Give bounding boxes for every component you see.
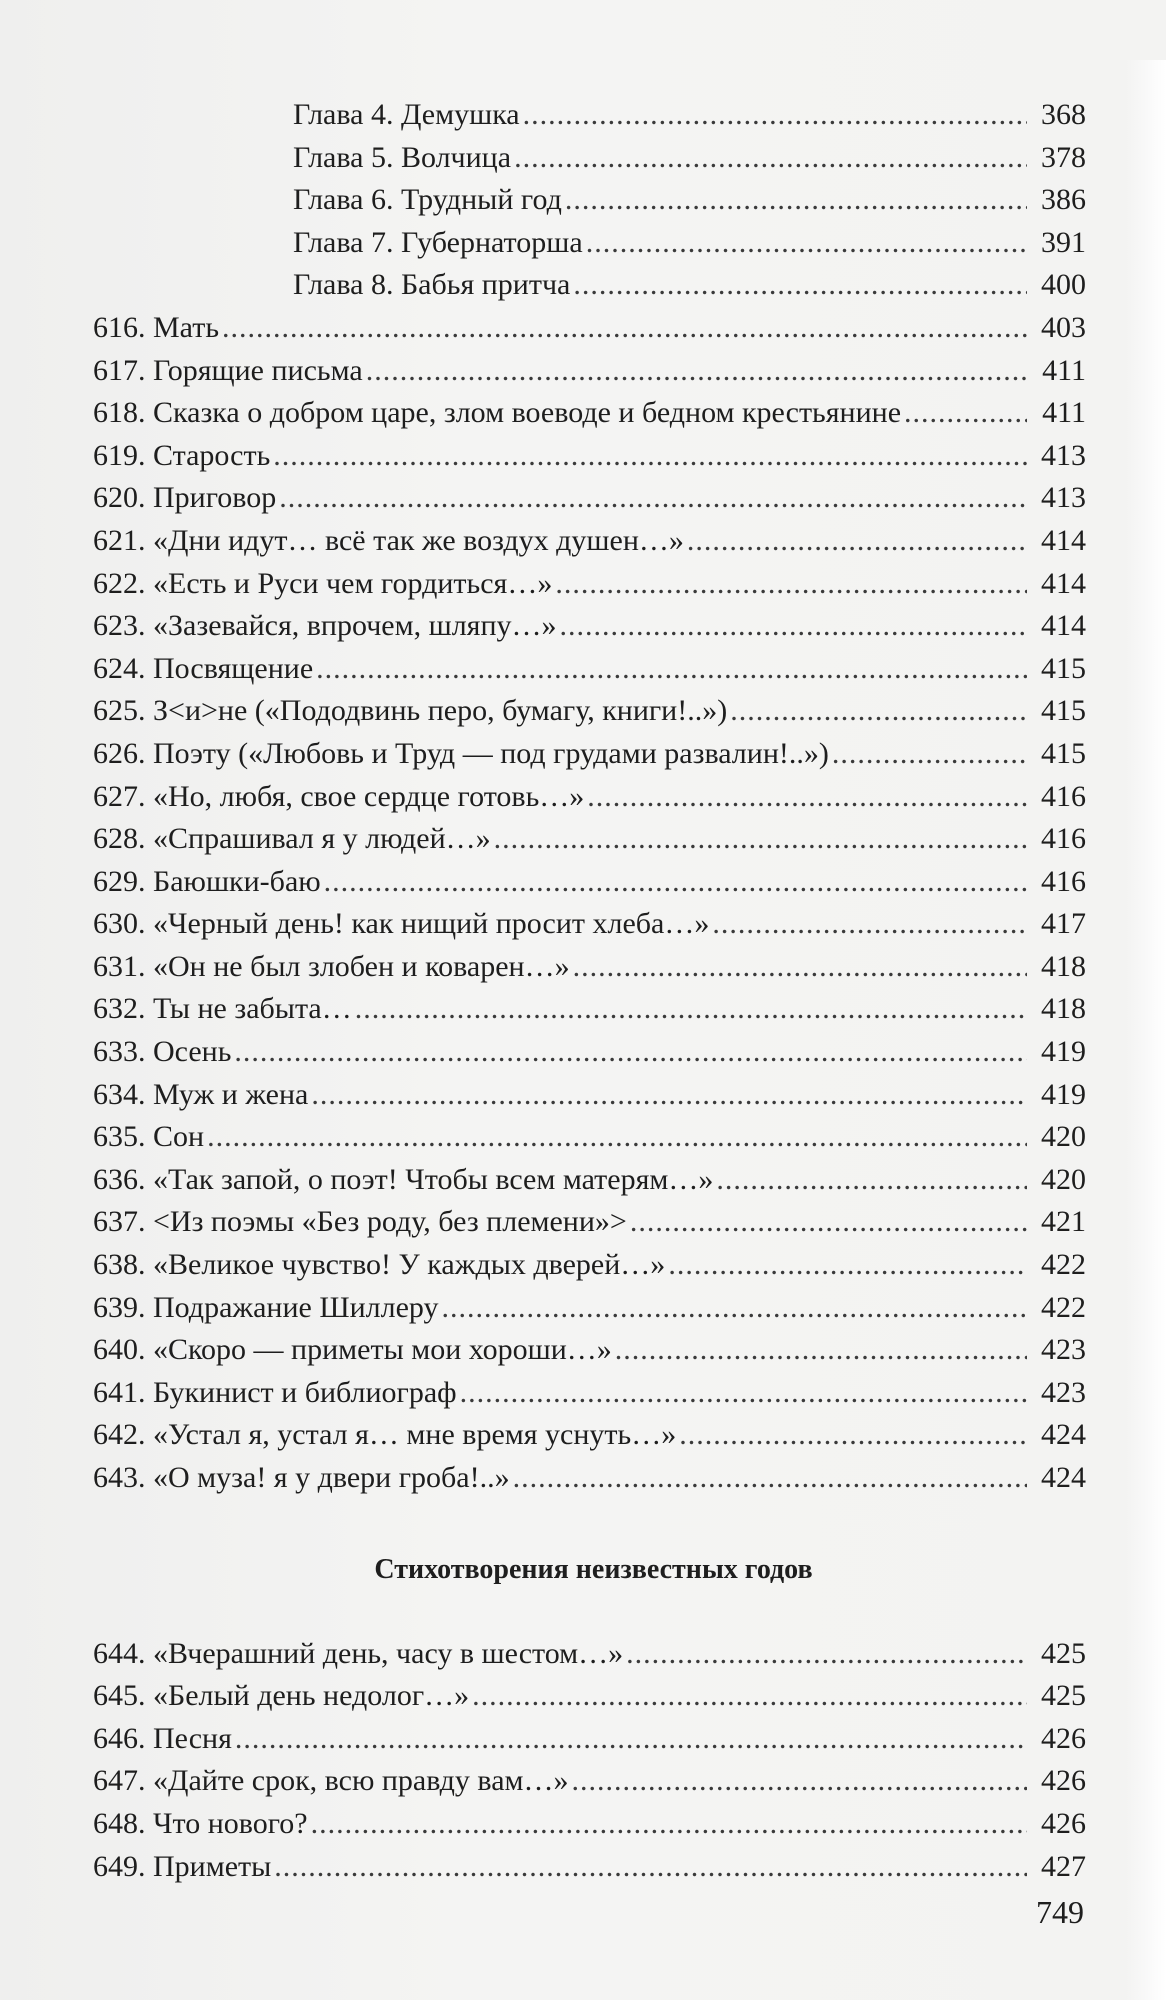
- toc-entry-page: 419: [1041, 1035, 1086, 1069]
- toc-list-top: [93, 94, 1086, 1500]
- toc-entry: [93, 1287, 1086, 1330]
- toc-entry-page: 418: [1041, 949, 1086, 983]
- dot-leader: [565, 179, 1027, 221]
- dot-leader: [279, 477, 1027, 519]
- toc-entry: [93, 520, 1086, 563]
- dot-leader: [712, 903, 1027, 945]
- toc-entry: [93, 1457, 1086, 1500]
- toc-entry: [93, 988, 1086, 1031]
- dot-leader: [207, 1116, 1027, 1158]
- toc-list-bottom: [93, 1633, 1086, 1889]
- toc-entry-page: 386: [1041, 183, 1086, 217]
- toc-chapter-entry: [93, 94, 1086, 137]
- toc-entry: [93, 477, 1086, 520]
- dot-leader: [573, 946, 1027, 988]
- toc-entry-title: 647. «Дайте срок, всю правду вам…»: [93, 1764, 569, 1798]
- toc-entry-page: 416: [1041, 822, 1086, 856]
- toc-entry-page: 416: [1041, 864, 1086, 898]
- toc-entry-page: 391: [1041, 225, 1086, 259]
- toc-entry: [93, 1031, 1086, 1074]
- toc-entry-page: 422: [1041, 1290, 1086, 1324]
- toc-entry: [93, 563, 1086, 606]
- toc-entry: [93, 1846, 1086, 1889]
- dot-leader: [716, 1159, 1027, 1201]
- dot-leader: [630, 1201, 1027, 1243]
- dot-leader: [324, 861, 1027, 903]
- toc-entry-title: 624. Посвящение: [93, 651, 314, 685]
- page-number: 749: [1036, 1894, 1084, 1930]
- toc-entry-title: 633. Осень: [93, 1035, 232, 1069]
- dot-leader: [587, 776, 1027, 818]
- toc-entry: [93, 1414, 1086, 1457]
- toc-entry-page: 416: [1041, 779, 1086, 813]
- toc-entry-page: 426: [1041, 1721, 1086, 1755]
- toc-entry-title: 636. «Так запой, о поэт! Чтобы всем матерям…»: [93, 1162, 714, 1196]
- dot-leader: [311, 1803, 1027, 1845]
- toc-entry-page: 420: [1041, 1120, 1086, 1154]
- dot-leader: [234, 1031, 1027, 1073]
- toc-entry-page: 411: [1042, 353, 1086, 387]
- toc-entry: [93, 1201, 1086, 1244]
- toc-entry-title: 632. Ты не забыта…: [93, 992, 352, 1026]
- toc-entry: [93, 946, 1086, 989]
- dot-leader: [273, 435, 1027, 477]
- toc-entry-title: 649. Приметы: [93, 1849, 272, 1883]
- toc-entry-page: 425: [1041, 1636, 1086, 1670]
- toc-entry-title: 625. З<и>не («Пододвинь перо, бумагу, книги!..»): [93, 694, 728, 728]
- toc-entry-title: 620. Приговор: [93, 481, 277, 515]
- toc-entry-page: 418: [1041, 992, 1086, 1026]
- toc-entry-page: 400: [1041, 268, 1086, 302]
- toc-entry-title: 621. «Дни идут… всё так же воздух душен…»: [93, 523, 684, 557]
- toc-entry-title: 639. Подражание Шиллеру: [93, 1290, 439, 1324]
- dot-leader: [555, 563, 1027, 605]
- toc-chapter-entry: [93, 137, 1086, 180]
- toc-entry-title: 627. «Но, любя, свое сердце готовь…»: [93, 779, 585, 813]
- dot-leader: [832, 733, 1027, 775]
- toc-entry-page: 403: [1041, 310, 1086, 344]
- dot-leader: [460, 1372, 1027, 1414]
- dot-leader: [730, 690, 1027, 732]
- toc-entry-page: 423: [1041, 1333, 1086, 1367]
- toc-entry-title: 646. Песня: [93, 1721, 232, 1755]
- dot-leader: [514, 137, 1027, 179]
- toc-entry-title: 629. Баюшки-баю: [93, 864, 321, 898]
- dot-leader: [513, 1457, 1027, 1499]
- toc-entry-page: 425: [1041, 1679, 1086, 1713]
- dot-leader: [904, 392, 1027, 434]
- dot-leader: [316, 648, 1027, 690]
- dot-leader: [442, 1287, 1027, 1329]
- toc-entry-page: 421: [1041, 1205, 1086, 1239]
- toc-entry-title: Глава 8. Бабья притча: [293, 268, 571, 302]
- toc-entry-page: 426: [1041, 1764, 1086, 1798]
- toc-entry-title: 641. Букинист и библиограф: [93, 1375, 457, 1409]
- toc-entry-title: 617. Горящие письма: [93, 353, 363, 387]
- toc-entry-title: 619. Старость: [93, 438, 271, 472]
- toc-entry-page: 414: [1041, 566, 1086, 600]
- toc-entry-title: 630. «Черный день! как нищий просит хлеба…»: [93, 907, 710, 941]
- toc-entry-title: 648. Что нового?: [93, 1806, 308, 1840]
- toc-entry-page: 423: [1041, 1375, 1086, 1409]
- page-edge-highlight: [1126, 60, 1166, 2000]
- toc-entry-page: 415: [1041, 694, 1086, 728]
- toc-entry: [93, 733, 1086, 776]
- toc-entry: [93, 1675, 1086, 1718]
- toc-entry-title: 616. Мать: [93, 310, 220, 344]
- dot-leader: [274, 1846, 1027, 1888]
- toc-entry: [93, 1803, 1086, 1846]
- toc-entry-title: 628. «Спрашивал я у людей…»: [93, 822, 491, 856]
- dot-leader: [573, 264, 1027, 306]
- toc-entry: [93, 903, 1086, 946]
- dot-leader: [523, 94, 1027, 136]
- toc-entry-title: 622. «Есть и Руси чем гордиться…»: [93, 566, 553, 600]
- toc-entry: [93, 1760, 1086, 1803]
- toc-entry-page: 424: [1041, 1461, 1086, 1494]
- toc-entry-page: 426: [1041, 1806, 1086, 1840]
- toc-entry-page: 415: [1041, 651, 1086, 685]
- dot-leader: [586, 222, 1027, 264]
- toc-entry-title: 643. «О муза! я у двери гроба!..»: [93, 1461, 510, 1494]
- toc-entry: [93, 307, 1086, 350]
- dot-leader: [222, 307, 1027, 349]
- toc-entry: [93, 392, 1086, 435]
- toc-entry-title: Глава 5. Волчица: [293, 140, 512, 174]
- toc-entry-title: Глава 6. Трудный год: [293, 183, 562, 217]
- toc-entry-title: 638. «Великое чувство! У каждых дверей…»: [93, 1248, 666, 1282]
- toc-entry: [93, 1372, 1086, 1415]
- toc-entry-title: 635. Сон: [93, 1120, 205, 1154]
- toc-entry: [93, 776, 1086, 819]
- toc-entry-title: 634. Муж и жена: [93, 1077, 309, 1111]
- toc-entry: [93, 1633, 1086, 1676]
- toc-chapter-entry: [93, 222, 1086, 265]
- table-of-contents: [93, 94, 1086, 1888]
- toc-entry-page: 417: [1041, 907, 1086, 941]
- dot-leader: [626, 1633, 1027, 1675]
- toc-entry: [93, 861, 1086, 904]
- dot-leader: [355, 988, 1027, 1030]
- toc-entry-title: 626. Поэту («Любовь и Труд — под грудами развалин!..»): [93, 736, 829, 770]
- toc-entry-page: 414: [1041, 609, 1086, 643]
- toc-entry-title: 640. «Скоро — приметы мои хороши…»: [93, 1333, 612, 1367]
- toc-entry-page: 378: [1041, 140, 1086, 174]
- toc-entry-page: 415: [1041, 736, 1086, 770]
- dot-leader: [615, 1329, 1027, 1371]
- toc-entry-title: 623. «Зазевайся, впрочем, шляпу…»: [93, 609, 557, 643]
- toc-entry-title: 618. Сказка о добром царе, злом воеводе и бедном крестьянине: [93, 396, 902, 430]
- dot-leader: [668, 1244, 1027, 1286]
- section-heading: Стихотворения неизвестных годов: [374, 1553, 813, 1585]
- dot-leader: [235, 1718, 1027, 1760]
- dot-leader: [494, 818, 1027, 860]
- toc-entry: [93, 350, 1086, 393]
- dot-leader: [472, 1675, 1027, 1717]
- toc-entry: [93, 648, 1086, 691]
- toc-entry-page: 413: [1041, 438, 1086, 472]
- toc-entry-page: 422: [1041, 1248, 1086, 1282]
- toc-entry: [93, 1718, 1086, 1761]
- toc-entry: [93, 605, 1086, 648]
- toc-entry-page: 413: [1041, 481, 1086, 515]
- dot-leader: [679, 1414, 1027, 1456]
- dot-leader: [572, 1760, 1028, 1802]
- toc-chapter-entry: [93, 179, 1086, 222]
- toc-entry-page: 427: [1041, 1849, 1086, 1883]
- toc-entry: [93, 1074, 1086, 1117]
- toc-entry: [93, 818, 1086, 861]
- toc-entry-title: 642. «Устал я, устал я… мне время уснуть…»: [93, 1418, 677, 1452]
- toc-entry-title: 645. «Белый день недолог…»: [93, 1679, 470, 1713]
- dot-leader: [366, 350, 1027, 392]
- toc-entry-page: 368: [1041, 98, 1086, 131]
- toc-entry: [93, 690, 1086, 733]
- toc-entry: [93, 1329, 1086, 1372]
- toc-entry-title: 637. <Из поэмы «Без роду, без племени»>: [93, 1205, 627, 1239]
- toc-entry-title: Глава 4. Демушка: [293, 98, 520, 131]
- toc-entry: [93, 1159, 1086, 1202]
- toc-entry: [93, 1244, 1086, 1287]
- toc-entry-title: 631. «Он не был злобен и коварен…»: [93, 949, 570, 983]
- toc-entry: [93, 435, 1086, 478]
- toc-entry-page: 424: [1041, 1418, 1086, 1452]
- toc-entry-title: 644. «Вчерашний день, часу в шестом…»: [93, 1636, 624, 1670]
- dot-leader: [687, 520, 1027, 562]
- toc-entry-page: 411: [1042, 396, 1086, 430]
- toc-entry-title: Глава 7. Губернаторша: [293, 225, 583, 259]
- dot-leader: [560, 605, 1027, 647]
- toc-entry-page: 420: [1041, 1162, 1086, 1196]
- toc-chapter-entry: [93, 264, 1086, 307]
- toc-entry: [93, 1116, 1086, 1159]
- toc-entry-page: 419: [1041, 1077, 1086, 1111]
- dot-leader: [311, 1074, 1027, 1116]
- toc-entry-page: 414: [1041, 523, 1086, 557]
